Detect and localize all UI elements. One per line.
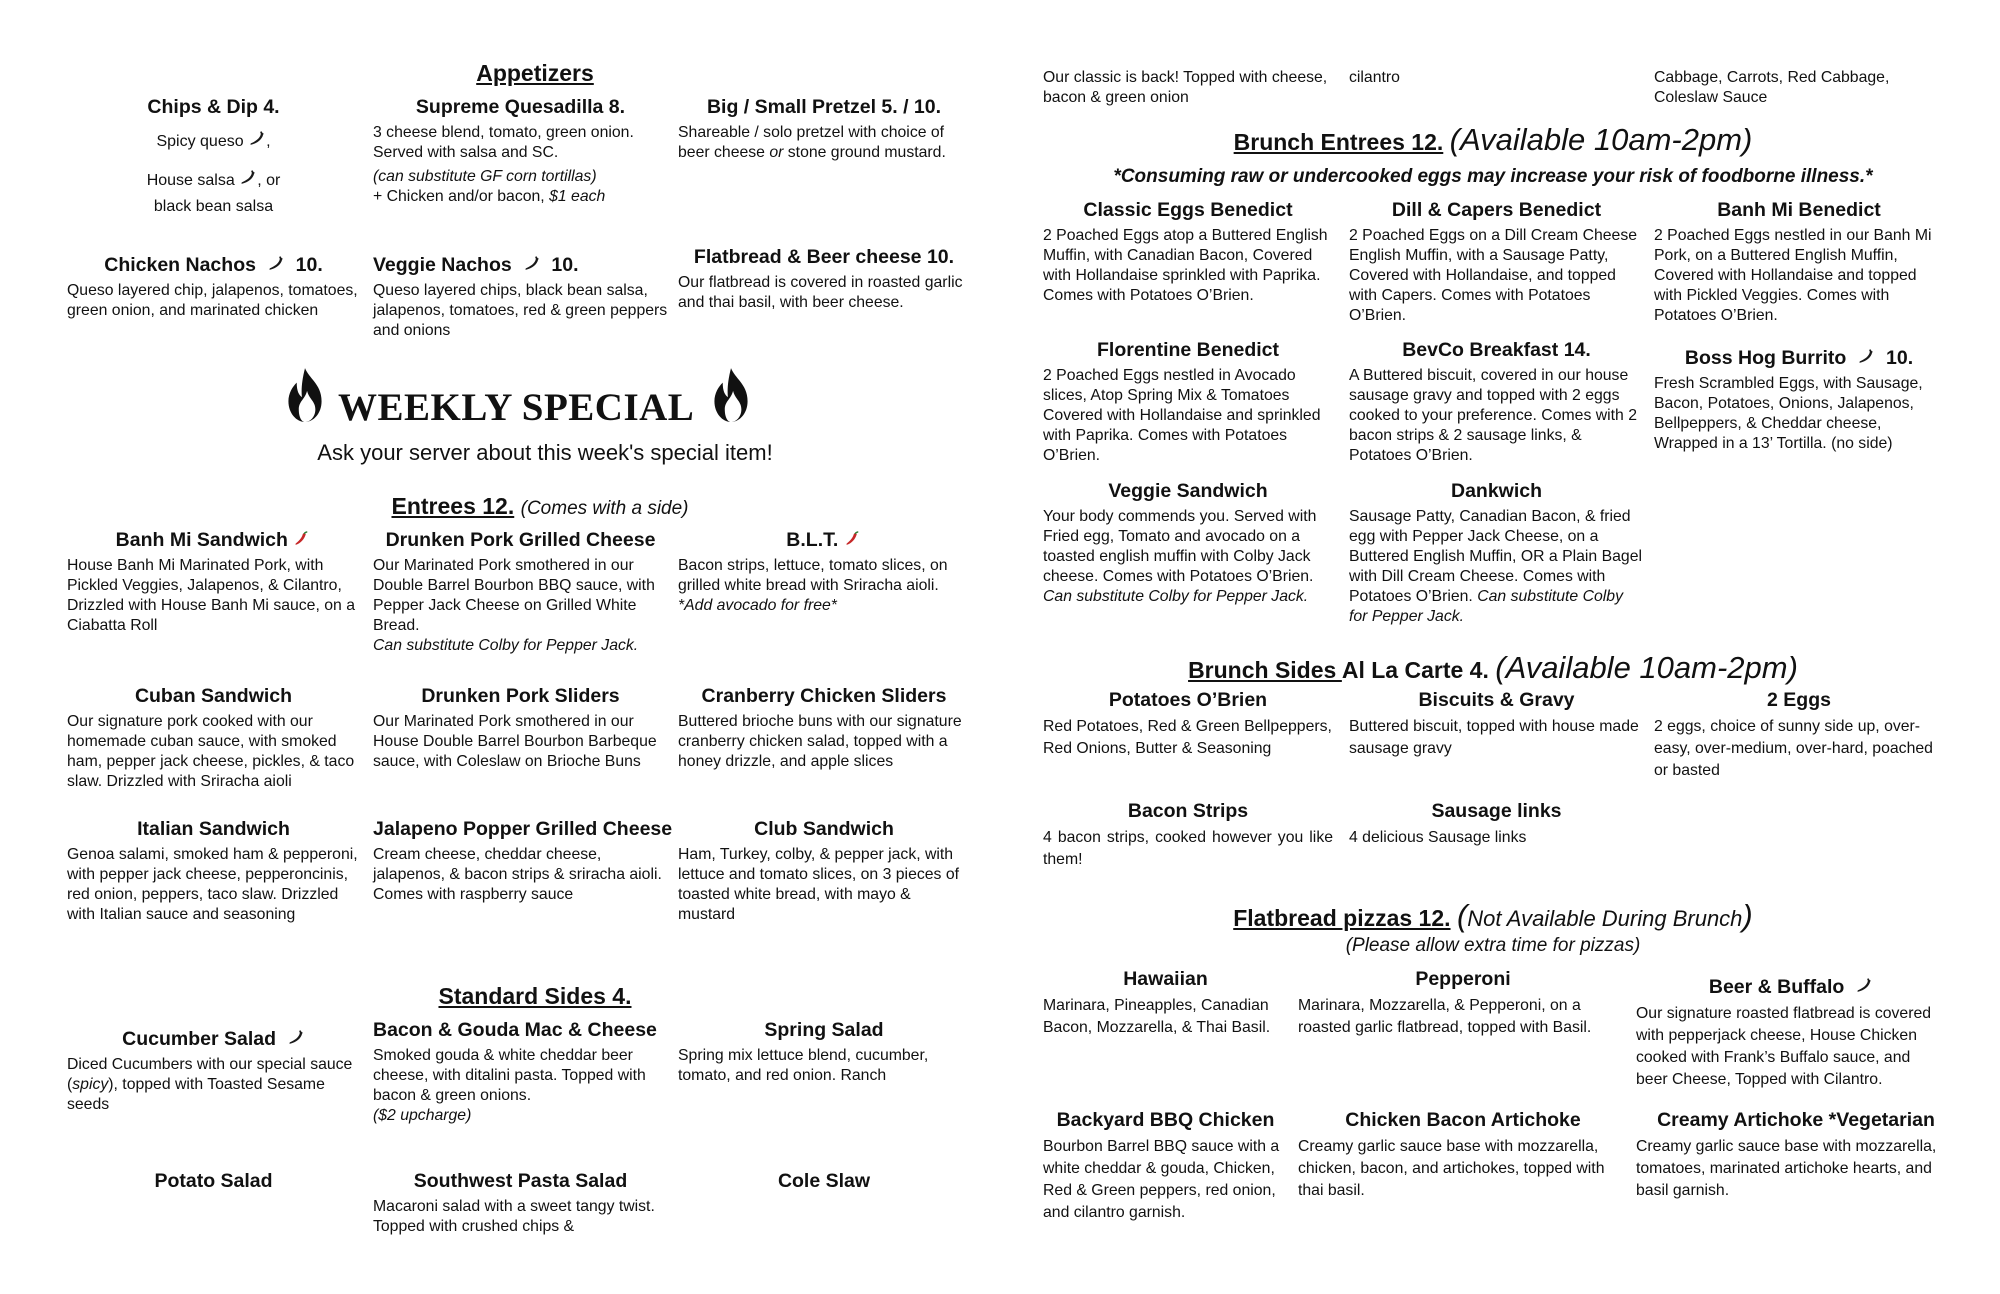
menu-item-sausage-links: [1349, 800, 1644, 849]
menu-item-florentine-benedict: [1043, 339, 1333, 466]
item-name: Dill & Capers Benedict: [1391, 199, 1602, 221]
carryover-text: cilantro: [1349, 69, 1400, 86]
chips-option-bean: black bean salsa: [153, 198, 274, 215]
item-name: Drunken Pork Sliders: [421, 685, 620, 707]
menu-item-potato-salad: [67, 1170, 360, 1197]
item-name: B.L.T.: [786, 529, 839, 551]
carryover-text: Our classic is back! Topped with cheese, bacon & green onion: [1043, 69, 1328, 106]
spicy-pepper-icon: [1857, 347, 1875, 365]
menu-item-classic-eggs-benedict: [1043, 199, 1333, 306]
menu-item-boss-hog-burrito: [1654, 347, 1944, 454]
item-name: Cranberry Chicken Sliders: [701, 685, 947, 707]
item-description: Bacon strips, lettuce, tomato slices, on grilled white bread with Sriracha aioli.: [678, 557, 948, 594]
item-description: 2 Poached Eggs nestled in our Banh Mi Pork, on a Buttered English Muffin, Covered with Hollandaise and topped with Pickled Veggies. Comes with Potatoes O’Brien.: [1654, 227, 1932, 324]
item-description: Red Potatoes, Red & Green Bellpeppers, Red Onions, Butter & Seasoning: [1043, 718, 1332, 757]
item-description: Smoked gouda & white cheddar beer cheese, with ditalini pasta. Topped with bacon & green onions.: [373, 1047, 646, 1104]
item-note: (can substitute GF corn tortillas): [373, 168, 597, 185]
menu-item-spring-salad: [678, 1019, 970, 1086]
item-name: Chicken Nachos: [104, 254, 256, 276]
flame-icon: [284, 366, 326, 424]
item-note: Can substitute Colby for Pepper Jack.: [1043, 588, 1309, 605]
menu-item-potatoes-obrien: [1043, 689, 1333, 760]
menu-item-chicken-bacon-artichoke: [1298, 1109, 1628, 1202]
item-name: Spring Salad: [764, 1019, 884, 1041]
menu-item-dill-capers-benedict: [1349, 199, 1644, 326]
item-name: Cucumber Salad: [122, 1028, 277, 1050]
flame-icon: [710, 366, 752, 424]
item-description: Diced Cucumbers with our special sauce (spicy), topped with Toasted Sesame seeds: [67, 1056, 353, 1113]
item-description: 4 delicious Sausage links: [1349, 829, 1527, 846]
item-price: 10.: [295, 254, 323, 276]
item-name: 2 Eggs: [1767, 689, 1831, 711]
standard-sides-title: Standard Sides 4.: [438, 983, 632, 1009]
item-name: Beer & Buffalo: [1708, 976, 1845, 998]
menu-item-pepperoni: [1298, 968, 1628, 1039]
item-name: Cole Slaw: [777, 1170, 871, 1192]
item-name: Club Sandwich: [754, 818, 894, 840]
item-name: Hawaiian: [1123, 968, 1208, 990]
menu-item-drunken-pork-sliders: [373, 685, 668, 772]
menu-item-bacon-strips: [1043, 800, 1333, 871]
item-name: Pepperoni: [1415, 968, 1511, 990]
spicy-pepper-icon: [239, 168, 257, 186]
item-name: Backyard BBQ Chicken: [1056, 1109, 1275, 1131]
menu-item-quesadilla: [373, 96, 668, 207]
item-name: Big / Small Pretzel 5. / 10.: [706, 96, 942, 118]
item-name: Banh Mi Benedict: [1717, 199, 1881, 221]
item-description: Creamy garlic sauce base with mozzarella, chicken, bacon, and artichokes, topped with thai basil.: [1298, 1138, 1605, 1199]
item-price: 10.: [551, 254, 579, 276]
menu-item-pretzel: [678, 96, 970, 163]
item-description: Marinara, Mozzarella, & Pepperoni, on a roasted garlic flatbread, topped with Basil.: [1298, 997, 1592, 1036]
egg-warning: *Consuming raw or undercooked eggs may increase your risk of foodborne illness.*: [1113, 166, 1873, 187]
menu-item-creamy-artichoke: [1636, 1109, 1956, 1202]
menu-item-italian-sandwich: [67, 818, 360, 925]
menu-item-beer-buffalo: [1636, 976, 1946, 1091]
menu-item-banh-mi-sandwich: [67, 529, 360, 636]
menu-item-hawaiian: [1043, 968, 1288, 1039]
brunch-entrees-title: Brunch Entrees 12. (Available 10am-2pm): [1233, 122, 1753, 157]
item-name: Creamy Artichoke *Vegetarian: [1657, 1109, 1935, 1131]
item-name: BevCo Breakfast 14.: [1402, 339, 1591, 361]
menu-item-banh-mi-benedict: [1654, 199, 1944, 326]
item-description: Creamy garlic sauce base with mozzarella, tomatoes, marinated artichoke hearts, and basil garnish.: [1636, 1138, 1937, 1199]
item-name: Potato Salad: [154, 1170, 273, 1192]
chips-option-queso: Spicy queso: [156, 133, 244, 150]
item-description: Our Marinated Pork smothered in our House Double Barrel Bourbon Barbeque sauce, with Coleslaw on Brioche Buns: [373, 713, 657, 770]
item-description: 2 Poached Eggs on a Dill Cream Cheese English Muffin, with a Sausage Patty, Covered with Hollandaise, and topped with Capers. Comes with Potatoes O’Brien.: [1349, 227, 1638, 324]
item-name: Potatoes O’Brien: [1108, 689, 1268, 711]
item-description: 2 Poached Eggs atop a Buttered English Muffin, with Canadian Bacon, Covered with Hollandaise sprinkled with Paprika. Comes with Potatoes O’Brien.: [1043, 227, 1328, 304]
item-note: Can substitute Colby for Pepper Jack.: [373, 637, 639, 654]
menu-item-cranberry-chicken-sliders: [678, 685, 970, 772]
item-description: Our flatbread is covered in roasted garlic and thai basil, with beer cheese.: [678, 274, 963, 311]
item-description: Genoa salami, smoked ham & pepperoni, with pepper jack cheese, pepperoncinis, red onion, peppers, taco slaw. Drizzled with Italian sauce and seasoning: [67, 846, 358, 923]
item-name: Biscuits & Gravy: [1418, 689, 1575, 711]
spicy-pepper-icon: [1855, 976, 1873, 994]
flatbread-pizzas-title: Flatbread pizzas 12. (Not Available During Brunch): [1233, 898, 1753, 933]
item-description: Marinara, Pineapples, Canadian Bacon, Mozzarella, & Thai Basil.: [1043, 997, 1271, 1036]
item-extra-price: $1 each: [549, 188, 606, 205]
item-description: Cream cheese, cheddar cheese, jalapenos, & bacon strips & sriracha aioli. Comes with raspberry sauce: [373, 846, 662, 903]
spicy-pepper-icon: [267, 254, 285, 272]
item-description: Queso layered chips, black bean salsa, jalapenos, tomatoes, red & green peppers and onions: [373, 282, 668, 339]
menu-item-chips-dip: Chips & Dip 4. Spicy queso , House salsa , or black bean salsa: [67, 96, 360, 217]
item-extra: + Chicken and/or bacon,: [373, 188, 550, 205]
item-description: A Buttered biscuit, covered in our house sausage gravy and topped with 2 eggs cooked to your preference. Comes with 2 bacon strips & 2 sausage links, & Potatoes O’Brien.: [1349, 367, 1638, 464]
item-description: 3 cheese blend, tomato, green onion. Served with salsa and SC.: [373, 124, 634, 161]
weekly-special-subtitle: Ask your server about this week's special item!: [317, 440, 773, 465]
spicy-pepper-icon: [287, 1028, 305, 1046]
spicy-pepper-icon: [293, 529, 311, 547]
item-description: Sausage Patty, Canadian Bacon, & fried egg with Pepper Jack Cheese, on a Buttered English Muffin, OR a Plain Bagel with Dill Cream Cheese. Comes with Potatoes O’Brien.: [1349, 508, 1642, 605]
menu-item-two-eggs: [1654, 689, 1944, 782]
item-description: House Banh Mi Marinated Pork, with Pickled Veggies, Jalapenos, & Cilantro, Drizzled with House Banh Mi sauce, on a Ciabatta Roll: [67, 557, 355, 634]
menu-item-veggie-sandwich: [1043, 480, 1333, 607]
spicy-pepper-icon: [248, 129, 266, 147]
item-name: Veggie Nachos: [373, 254, 512, 276]
item-name: Southwest Pasta Salad: [413, 1170, 628, 1192]
item-description: Our signature roasted flatbread is covered with pepperjack cheese, House Chicken cooked with Frank’s Buffalo sauce, and beer Cheese, Topped with Cilantro.: [1636, 1005, 1932, 1088]
item-note: *Add avocado for free*: [678, 597, 837, 614]
item-description: Bourbon Barrel BBQ sauce with a white cheddar & gouda, Chicken, Red & Green peppers, red onion, and cilantro garnish.: [1043, 1138, 1280, 1221]
item-name: Flatbread & Beer cheese 10.: [693, 246, 955, 268]
item-note: ($2 upcharge): [373, 1107, 472, 1124]
item-name: Sausage links: [1431, 800, 1562, 822]
item-description: Macaroni salad with a sweet tangy twist. Topped with crushed chips &: [373, 1198, 655, 1235]
item-name: Drunken Pork Grilled Cheese: [385, 529, 656, 551]
item-name: Supreme Quesadilla 8.: [415, 96, 626, 118]
menu-item-veggie-nachos: [373, 254, 668, 341]
menu-item-southwest-pasta-salad: [373, 1170, 668, 1237]
menu-item-cucumber-salad: [67, 1028, 360, 1115]
item-note: Can substitute Colby for Pepper Jack.: [1349, 588, 1623, 625]
item-name: Boss Hog Burrito: [1684, 347, 1847, 369]
entrees-title: Entrees 12. (Comes with a side): [391, 493, 689, 519]
menu-item-cuban-sandwich: [67, 685, 360, 792]
item-description: Shareable / solo pretzel with choice of beer cheese or stone ground mustard.: [678, 124, 946, 161]
item-description: Buttered brioche buns with our signature cranberry chicken salad, topped with a honey drizzle, and apple slices: [678, 713, 962, 770]
item-price: 10.: [1886, 347, 1914, 369]
item-name: Cuban Sandwich: [134, 685, 293, 707]
spicy-pepper-icon: [844, 529, 862, 547]
menu-item-jalapeno-popper-grilled-cheese: [373, 818, 673, 905]
item-description: Spring mix lettuce blend, cucumber, tomato, and red onion. Ranch: [678, 1047, 929, 1084]
item-description: Fresh Scrambled Eggs, with Sausage, Bacon, Potatoes, Onions, Jalapenos, Bellpeppers, & Cheddar cheese, Wrapped in a 13’ Tortilla. (no side): [1654, 375, 1923, 452]
menu-item-bevco-breakfast: [1349, 339, 1644, 466]
item-description: Queso layered chip, jalapenos, tomatoes, green onion, and marinated chicken: [67, 282, 358, 319]
menu-item-biscuits-gravy: [1349, 689, 1644, 760]
item-name: Italian Sandwich: [137, 818, 290, 840]
flatbread-subnote: (Please allow extra time for pizzas): [1345, 935, 1641, 956]
menu-item-cole-slaw: [678, 1170, 970, 1197]
item-name: Veggie Sandwich: [1108, 480, 1268, 502]
spicy-pepper-icon: [523, 254, 541, 272]
chips-option-salsa: House salsa: [146, 172, 235, 189]
menu-item-backyard-bbq-chicken: [1043, 1109, 1288, 1224]
item-name: Classic Eggs Benedict: [1083, 199, 1293, 221]
item-description: Buttered biscuit, topped with house made sausage gravy: [1349, 718, 1639, 757]
item-description: Our Marinated Pork smothered in our Double Barrel Bourbon BBQ sauce, with Pepper Jack Cheese on Grilled White Bread.: [373, 557, 655, 634]
item-name: Bacon & Gouda Mac & Cheese: [373, 1019, 657, 1041]
item-name: Jalapeno Popper Grilled Cheese: [373, 818, 673, 840]
menu-item-chicken-nachos: [67, 254, 360, 321]
menu-item-bacon-gouda-mac: [373, 1019, 668, 1126]
weekly-special-title: WEEKLY SPECIAL: [338, 386, 695, 429]
item-name: Dankwich: [1450, 480, 1543, 502]
item-description: Your body commends you. Served with Fried egg, Tomato and avocado on a toasted english muffin with Colby Jack cheese. Comes with Potatoes O’Brien.: [1043, 508, 1317, 585]
menu-item-drunken-pork-grilled-cheese: [373, 529, 668, 656]
menu-item-dankwich: [1349, 480, 1644, 627]
item-name: Chips & Dip 4.: [147, 96, 280, 118]
item-name: Bacon Strips: [1127, 800, 1249, 822]
item-name: Banh Mi Sandwich: [115, 529, 288, 551]
item-description: Our signature pork cooked with our homemade cuban sauce, with smoked ham, pepper jack cheese, pickles, & taco slaw. Drizzled with Sriracha aioli: [67, 713, 355, 790]
carryover-text: Cabbage, Carrots, Red Cabbage, Coleslaw Sauce: [1654, 69, 1890, 106]
brunch-sides-title: Brunch Sides Al La Carte 4. (Available 10am-2pm): [1188, 650, 1798, 685]
item-name: Florentine Benedict: [1096, 339, 1280, 361]
menu-item-blt: [678, 529, 970, 616]
item-description: 4 bacon strips, cooked however you like them!: [1043, 829, 1333, 868]
appetizers-title: Appetizers: [476, 60, 594, 86]
item-description: 2 Poached Eggs nestled in Avocado slices, Atop Spring Mix & Tomatoes Covered with Hollandaise and sprinkled with Paprika. Comes with Potatoes O’Brien.: [1043, 367, 1321, 464]
item-name: Chicken Bacon Artichoke: [1345, 1109, 1581, 1131]
menu-item-flatbread-beer-cheese: [678, 246, 970, 313]
menu-item-club-sandwich: [678, 818, 970, 925]
item-description: Ham, Turkey, colby, & pepper jack, with lettuce and tomato slices, on 3 pieces of toasted white bread, with mayo & mustard: [678, 846, 959, 923]
item-description: 2 eggs, choice of sunny side up, over-easy, over-medium, over-hard, poached or basted: [1654, 718, 1933, 779]
